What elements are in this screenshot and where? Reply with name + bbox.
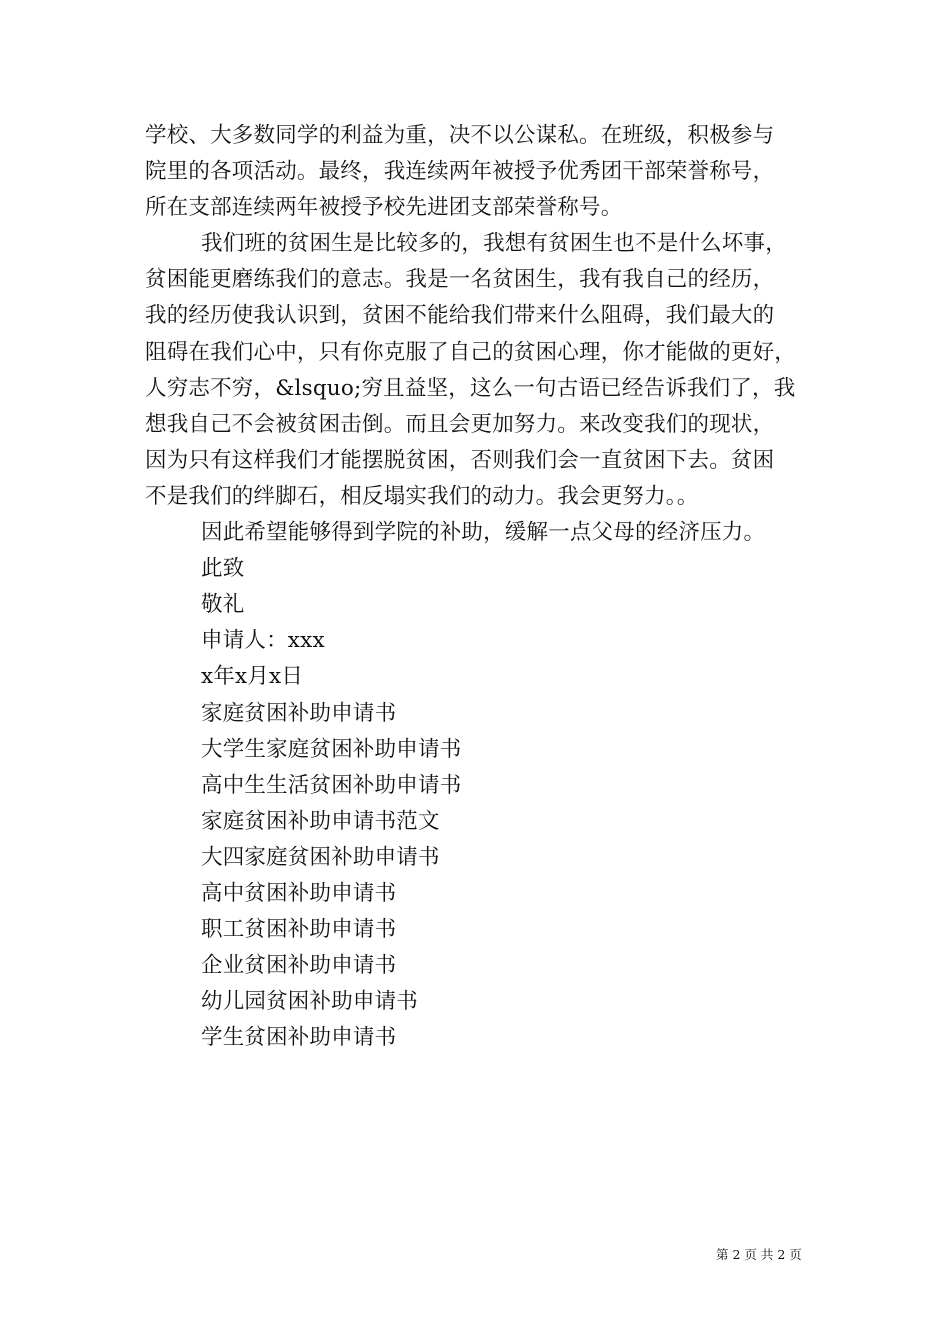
paragraph-2-line: 贫困能更磨练我们的意志。我是一名贫困生，我有我自己的经历，	[145, 267, 775, 293]
paragraph-2-line: 我的经历使我认识到，贫困不能给我们带来什么阻碍，我们最大的	[145, 303, 775, 329]
closing-salutation: 此致	[201, 556, 245, 582]
related-title: 大学生家庭贫困补助申请书	[201, 736, 462, 762]
related-title: 幼儿园贫困补助申请书	[201, 989, 419, 1015]
paragraph-2-line: 人穷志不穷，&lsquo;穷且益坚，这么一句古语已经告诉我们了，我	[145, 375, 796, 401]
paragraph-1-line: 学校、大多数同学的利益为重，决不以公谋私。在班级，积极参与	[145, 123, 775, 148]
paragraph-1-line: 院里的各项活动。最终，我连续两年被授予优秀团干部荣誉称号，	[145, 159, 775, 185]
paragraph-3: 因此希望能够得到学院的补助，缓解一点父母的经济压力。	[201, 520, 766, 546]
related-title: 家庭贫困补助申请书范文	[201, 808, 440, 834]
paragraph-2-line: 因为只有这样我们才能摆脱贫困，否则我们会一直贫困下去。贫困	[145, 447, 775, 473]
related-title: 家庭贫困补助申请书	[201, 700, 397, 726]
paragraph-2-line: 我们班的贫困生是比较多的，我想有贫困生也不是什么坏事，	[201, 231, 787, 257]
paragraph-2-line: 不是我们的绊脚石，相反塌实我们的动力。我会更努力。。	[145, 483, 699, 509]
page-number-footer: 第 2 页 共 2 页	[716, 1247, 802, 1262]
closing-regards: 敬礼	[201, 592, 245, 618]
related-title: 大四家庭贫困补助申请书	[201, 844, 440, 870]
paragraph-2-line: 阻碍在我们心中，只有你克服了自己的贫困心理，你才能做的更好，	[145, 339, 797, 365]
related-title: 职工贫困补助申请书	[201, 917, 397, 943]
related-title: 企业贫困补助申请书	[201, 953, 397, 979]
related-title: 高中贫困补助申请书	[201, 880, 397, 906]
paragraph-1-line: 所在支部连续两年被授予校先进团支部荣誉称号。	[145, 195, 623, 221]
signature-date: x年x月x日	[201, 664, 304, 690]
applicant-signature: 申请人：xxx	[201, 628, 325, 654]
document-body	[145, 118, 815, 1056]
related-title: 学生贫困补助申请书	[201, 1025, 397, 1051]
related-title: 高中生生活贫困补助申请书	[201, 772, 462, 798]
paragraph-2-line: 想我自己不会被贫困击倒。而且会更加努力。来改变我们的现状，	[145, 411, 775, 437]
